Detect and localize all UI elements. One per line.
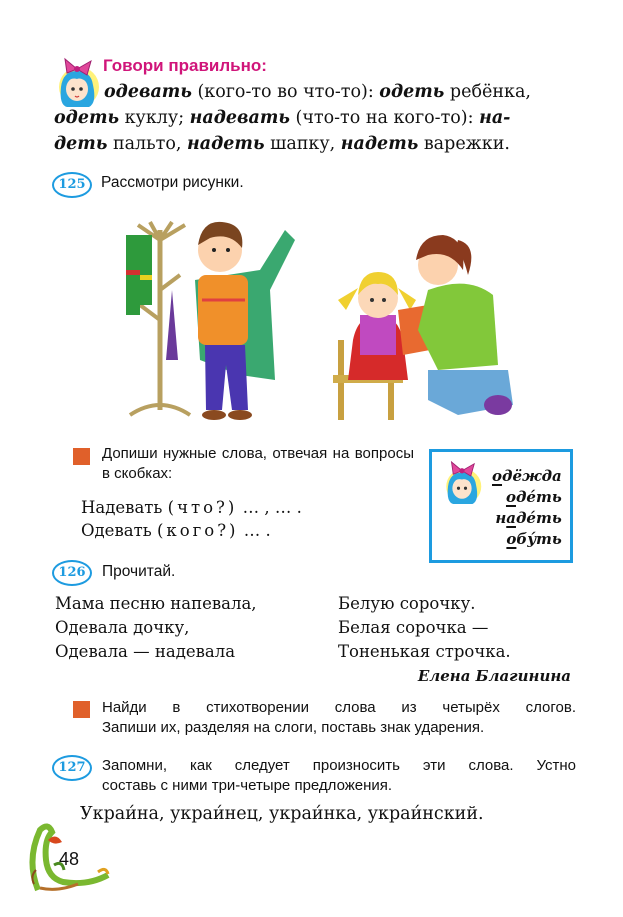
- rule-term: одеть: [379, 82, 445, 102]
- fill-word: Одевать: [81, 521, 152, 540]
- poem-right-column: [338, 592, 511, 664]
- poem-line: Мама песню напевала,: [55, 594, 257, 613]
- rule-gloss: куклу;: [119, 108, 190, 128]
- rule-term: надеть: [187, 134, 265, 154]
- rule-term: деть: [54, 134, 108, 154]
- task-marker-icon: [73, 448, 90, 465]
- rule-title: Говори правильно:: [103, 56, 267, 75]
- girl-dressing-doll-illustration: [318, 220, 518, 425]
- task-marker-icon: [73, 701, 90, 718]
- rule-text: [54, 79, 576, 157]
- boy-putting-on-coat-illustration: [110, 210, 300, 425]
- rule-term: надеть: [340, 134, 419, 154]
- exercise-number-badge: 125: [52, 172, 92, 198]
- rule-gloss: ребёнка,: [444, 82, 531, 102]
- fill-question: (кого?): [156, 521, 239, 540]
- girl-icon: [441, 460, 483, 506]
- task-line: Запиши их, разделяя на слоги, поставь знак ударения.: [102, 719, 485, 736]
- exercise-125-task: Допиши нужные слова, отвечая на вопросы в скобках:: [102, 445, 414, 482]
- vocabulary-note-box: [429, 449, 573, 563]
- rule-line-2: [54, 105, 576, 131]
- task-line: составь с ними три-четыре предложения.: [102, 777, 393, 794]
- exercise-125-label: Рассмотри рисунки.: [101, 174, 244, 191]
- rule-gloss: варежки.: [418, 134, 510, 154]
- rule-line-3: [54, 131, 576, 157]
- exercise-126-task: [102, 698, 576, 738]
- note-word: надéть: [495, 509, 562, 527]
- fill-blanks: … , … .: [242, 498, 302, 517]
- rule-term: одеть: [54, 108, 120, 128]
- exercise-127-label: [102, 756, 576, 796]
- note-word: одéть: [505, 488, 562, 506]
- rule-term: надевать: [189, 108, 290, 128]
- page-number: 48: [59, 849, 80, 869]
- rule-term: на-: [479, 108, 511, 128]
- rule-gloss: пальто,: [107, 134, 188, 154]
- note-word-list: [492, 466, 562, 550]
- task-line: Найди в стихотворении слова из четырёх слогов.: [102, 699, 576, 716]
- fill-blanks: … .: [243, 521, 271, 540]
- fill-question: (что?): [167, 498, 238, 517]
- poem-line: Одевала дочку,: [55, 618, 190, 637]
- rule-term: одевать: [104, 82, 192, 102]
- poem-line: Белая сорочка —: [338, 618, 489, 637]
- poem-line: Одевала — надевала: [55, 642, 236, 661]
- note-word: обýть: [506, 530, 562, 548]
- note-word: одёжда: [492, 467, 562, 485]
- poem-line: Тоненькая строчка.: [338, 642, 511, 661]
- rule-gloss: шапку,: [264, 134, 341, 154]
- rule-line-1: [54, 79, 576, 105]
- poem-author: Елена Благинина: [417, 667, 571, 685]
- ukraine-words-line: Укрaи́на, украи́нец, украи́нка, украи́нский.: [80, 804, 484, 824]
- fill-line-1: [81, 497, 302, 519]
- exercise-number-badge: 126: [52, 560, 92, 586]
- poem-left-column: [55, 592, 257, 664]
- rule-gloss: (кого-то во что-то):: [191, 82, 380, 102]
- task-line: Запомни, как следует произносить эти слова. Устно: [102, 757, 576, 774]
- exercise-126-label: Прочитай.: [102, 563, 176, 580]
- exercise-number-badge: 127: [52, 755, 92, 781]
- fill-line-2: [81, 520, 271, 542]
- rule-gloss: (что-то на кого-то):: [289, 108, 480, 128]
- poem-line: Белую сорочку.: [338, 594, 476, 613]
- fill-word: Надевать: [81, 498, 163, 517]
